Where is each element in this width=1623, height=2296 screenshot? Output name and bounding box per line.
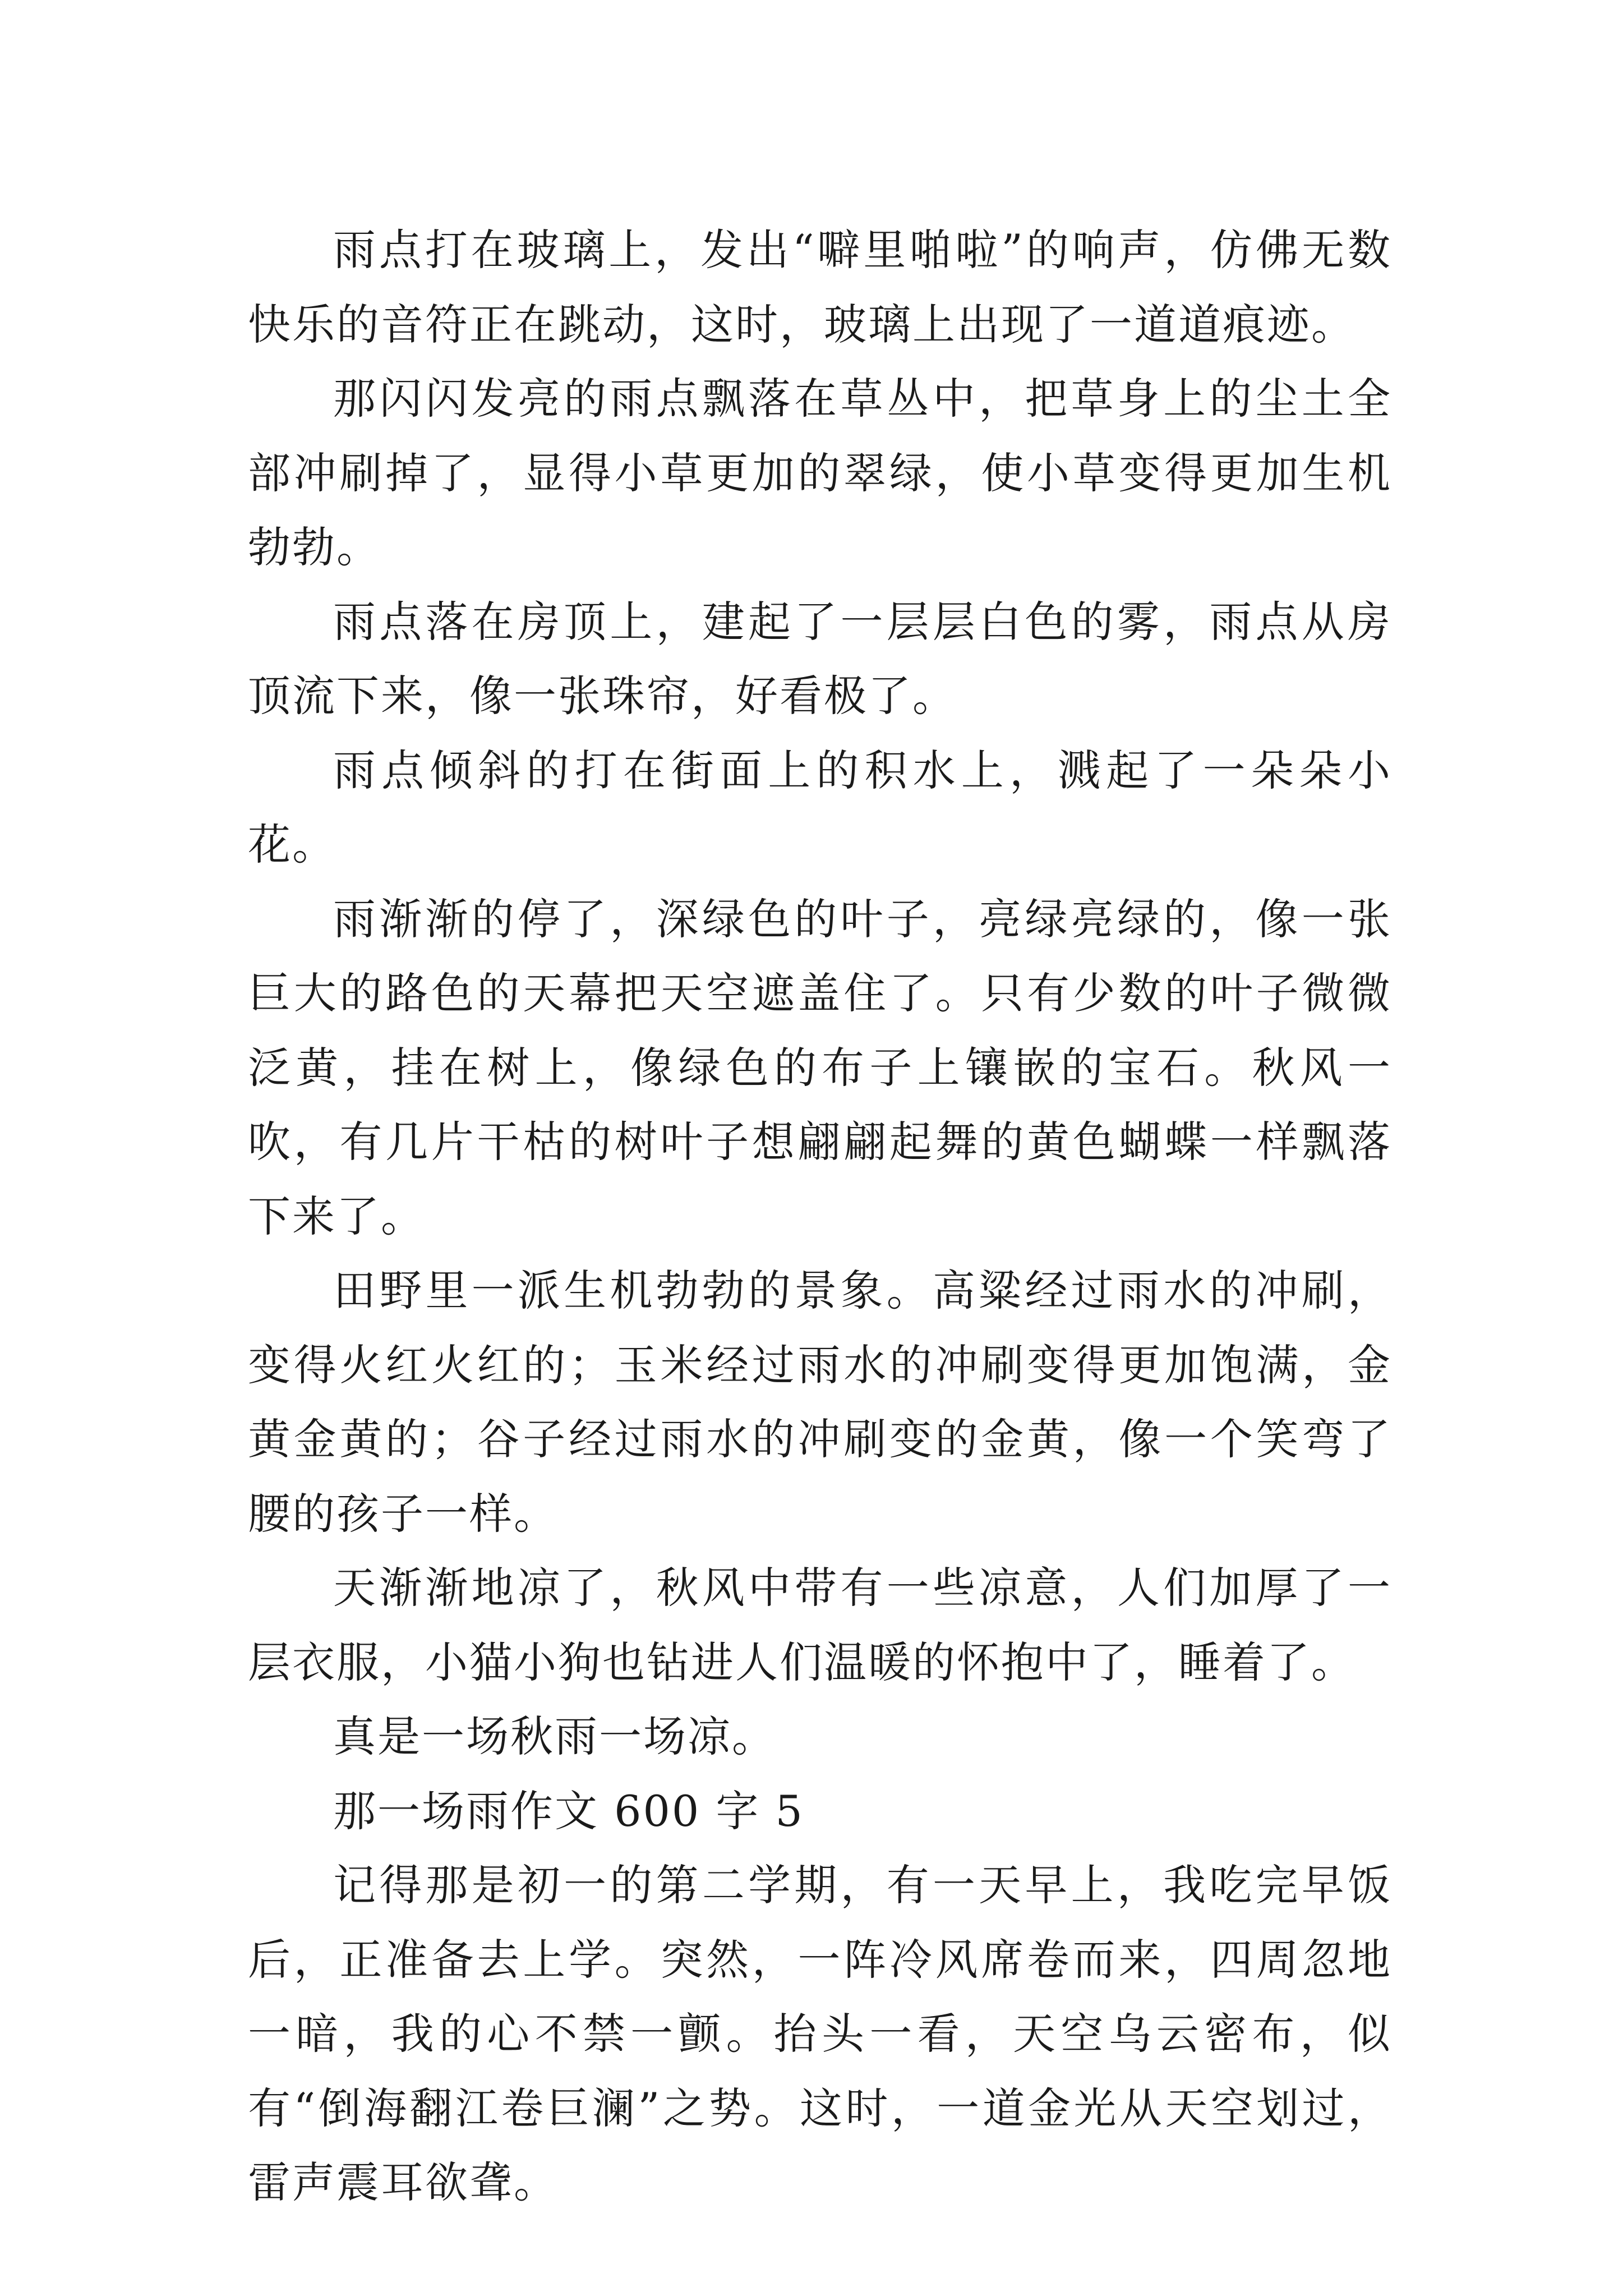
paragraph-9: 记得那是初一的第二学期，有一天早上，我吃完早饭后，正准备去上学。突然，一阵冷风席卷而来，四周忽地一暗，我的心不禁一颤。抬头一看，天空乌云密布，似有“倒海翻江卷巨澜”之势。这时，一道金光从天空划过，雷声震耳欲聋。 bbox=[248, 1860, 1392, 2207]
section-heading: 那一场雨作文 600 字 5 bbox=[333, 1786, 804, 1836]
paragraph-6: 田野里一派生机勃勃的景象。高粱经过雨水的冲刷，变得火红火红的；玉米经过雨水的冲刷变得更加饱满，金黄金黄的；谷子经过雨水的冲刷变的金黄，像一个笑弯了腰的孩子一样。 bbox=[248, 1266, 1392, 1539]
paragraph-4: 雨点倾斜的打在街面上的积水上，溅起了一朵朵小花。 bbox=[248, 745, 1392, 869]
paragraph-1: 雨点打在玻璃上，发出“噼里啪啦”的响声，仿佛无数快乐的音符正在跳动，这时，玻璃上出现了一道道痕迹。 bbox=[248, 225, 1392, 349]
document-body bbox=[248, 213, 1392, 2220]
paragraph-7: 天渐渐地凉了，秋风中带有一些凉意，人们加厚了一层衣服，小猫小狗也钻进人们温暖的怀抱中了，睡着了。 bbox=[248, 1563, 1392, 1687]
paragraph-8: 真是一场秋雨一场凉。 bbox=[333, 1711, 776, 1761]
paragraph-2: 那闪闪发亮的雨点飘落在草丛中，把草身上的尘土全部冲刷掉了，显得小草更加的翠绿，使小草变得更加生机勃勃。 bbox=[248, 374, 1392, 572]
paragraph-5: 雨渐渐的停了，深绿色的叶子，亮绿亮绿的，像一张巨大的路色的天幕把天空遮盖住了。只有少数的叶子微微泛黄，挂在树上，像绿色的布子上镶嵌的宝石。秋风一吹，有几片干枯的树叶子想翩翩起舞的黄色蝴蝶一样飘落下来了。 bbox=[248, 894, 1392, 1241]
paragraph-3: 雨点落在房顶上，建起了一层层白色的雾，雨点从房顶流下来，像一张珠帘，好看极了。 bbox=[248, 596, 1392, 721]
